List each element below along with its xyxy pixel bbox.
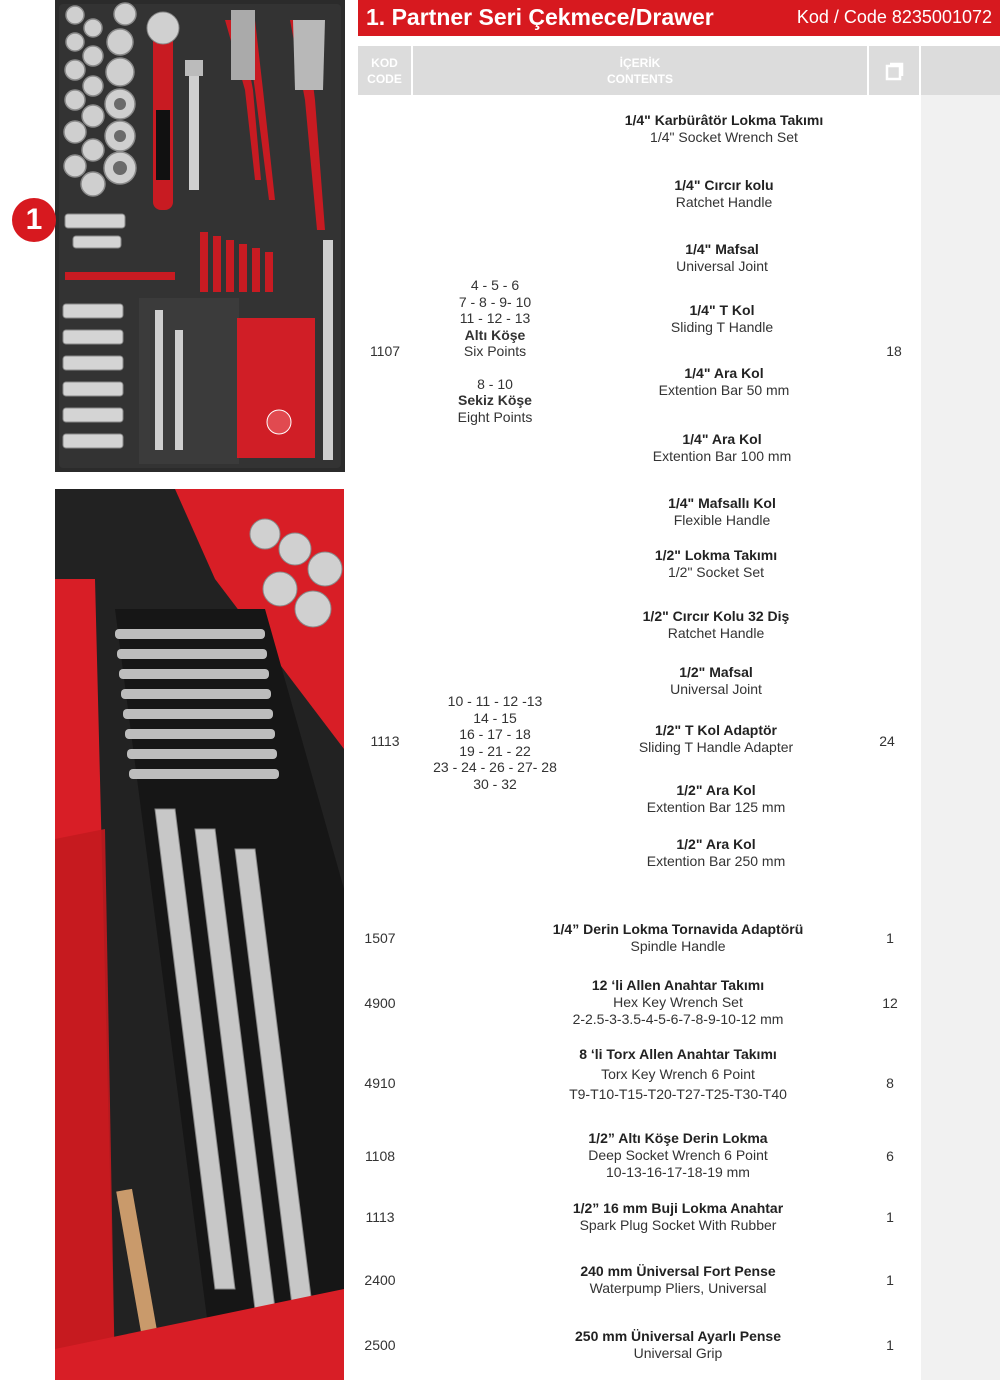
item-name-tr: 1/4" Mafsallı Kol <box>668 495 776 511</box>
size-line: 10 - 11 - 12 -13 <box>447 693 543 709</box>
item-name-en: Extention Bar 50 mm <box>658 382 790 398</box>
list-item <box>574 112 874 146</box>
list-item <box>574 365 874 399</box>
item-name-en: Waterpump Pliers, Universal <box>589 1280 767 1296</box>
item-name-tr: 250 mm Üniversal Ayarlı Pense <box>575 1328 781 1344</box>
page-title: 1. Partner Seri Çekmece/Drawer <box>366 4 714 30</box>
item-name-en: Extention Bar 100 mm <box>652 448 792 464</box>
row-sizes <box>395 277 595 425</box>
item-name-en: 1/4" Socket Wrench Set <box>650 129 798 145</box>
item-name-en: Extention Bar 250 mm <box>646 853 786 869</box>
row-quantity: 6 <box>886 1148 894 1164</box>
size-line: 14 - 15 <box>473 709 517 726</box>
section-number-badge: 1 <box>12 198 56 242</box>
item-name-en: 1/2" Socket Set <box>667 564 765 580</box>
size-line: 4 - 5 - 6 <box>470 277 520 293</box>
item-name-en: Extention Bar 125 mm <box>646 799 786 815</box>
item-name-tr: 1/4" T Kol <box>689 302 755 318</box>
item-name-en: Universal Joint <box>670 681 762 697</box>
list-item <box>572 431 872 465</box>
item-detail: 2-2.5-3-3.5-4-5-6-7-8-9-10-12 mm <box>572 1011 784 1027</box>
item-name-en: Universal Grip <box>633 1345 723 1361</box>
item-name-tr: 1/2” 16 mm Buji Lokma Anahtar <box>572 1200 784 1216</box>
item-name-en: Ratchet Handle <box>667 625 765 641</box>
list-item <box>528 1130 828 1181</box>
list-item <box>528 1044 828 1104</box>
item-name-tr: 1/2" Lokma Takımı <box>654 547 778 563</box>
right-column-band <box>921 95 1000 1380</box>
row-code: 1108 <box>364 1148 396 1164</box>
row-sizes <box>395 693 595 792</box>
list-item <box>566 608 866 642</box>
list-item <box>572 495 872 529</box>
list-item <box>528 1328 828 1362</box>
item-name-tr: 8 ‘li Torx Allen Anahtar Takımı <box>579 1046 777 1062</box>
column-header-contents <box>413 46 867 95</box>
item-name-tr: 240 mm Üniversal Fort Pense <box>580 1263 776 1279</box>
item-detail: 10-13-16-17-18-19 mm <box>606 1164 750 1180</box>
row-code: 4900 <box>364 995 396 1011</box>
item-name-tr: 1/2" T Kol Adaptör <box>654 722 777 738</box>
title-bar <box>358 0 1000 36</box>
column-header-code <box>358 46 411 95</box>
size-line: 16 - 17 - 18 <box>459 726 531 742</box>
list-item <box>528 1200 828 1234</box>
box-icon <box>884 61 904 81</box>
item-name-tr: 1/2" Mafsal <box>679 664 753 680</box>
column-header-contents-en: CONTENTS <box>607 71 673 86</box>
item-name-tr: 12 ‘li Allen Anahtar Takımı <box>591 977 765 993</box>
row-quantity: 1 <box>886 1272 894 1288</box>
row-quantity: 8 <box>886 1075 894 1091</box>
column-header-contents-tr: İÇERİK <box>619 55 661 70</box>
item-name-en: Sliding T Handle <box>670 319 774 335</box>
item-name-en: Torx Key Wrench 6 Point <box>601 1066 755 1082</box>
row-quantity: 1 <box>886 1209 894 1225</box>
item-name-tr: 1/4" Karbürâtör Lokma Takımı <box>624 112 824 128</box>
size-line: 11 - 12 - 13 <box>459 310 531 326</box>
item-name-en: Ratchet Handle <box>675 194 773 210</box>
item-name-en: Universal Joint <box>676 258 768 274</box>
item-name-en: Flexible Handle <box>673 512 771 528</box>
list-item <box>566 547 866 581</box>
row-code: 1113 <box>365 1209 395 1225</box>
drawer-illustration <box>55 489 344 1380</box>
row-quantity: 1 <box>886 930 894 946</box>
size-label-tr: Altı Köşe <box>464 326 526 343</box>
row-code: 2500 <box>364 1337 396 1353</box>
list-item <box>566 722 866 756</box>
item-name-en: Spindle Handle <box>630 938 726 954</box>
item-name-tr: 1/4” Derin Lokma Tornavida Adaptörü <box>552 921 804 937</box>
item-name-en: Sliding T Handle Adapter <box>638 739 794 755</box>
list-item <box>566 664 866 698</box>
size-line: 19 - 21 - 22 <box>459 742 531 759</box>
size-line: 7 - 8 - 9- 10 <box>458 293 532 310</box>
size-label-en: Eight Points <box>457 408 533 425</box>
row-quantity: 18 <box>886 343 902 359</box>
row-code: 1113 <box>370 733 400 749</box>
row-code: 1107 <box>369 343 401 359</box>
column-header-code-en: CODE <box>367 71 402 86</box>
row-code: 1507 <box>364 930 396 946</box>
item-name-en: Hex Key Wrench Set <box>613 994 743 1010</box>
size-label-en: Six Points <box>463 343 527 359</box>
item-name-tr: 1/2" Ara Kol <box>676 836 756 852</box>
size-line: 8 - 10 <box>477 375 513 392</box>
item-detail: T9-T10-T15-T20-T27-T25-T30-T40 <box>569 1086 787 1102</box>
column-header-code-tr: KOD <box>371 55 398 70</box>
list-item <box>528 1263 828 1297</box>
item-name-en: Spark Plug Socket With Rubber <box>579 1217 777 1233</box>
item-name-en: Deep Socket Wrench 6 Point <box>588 1147 768 1163</box>
list-item <box>574 177 874 211</box>
list-item <box>528 921 828 955</box>
list-item <box>572 302 872 336</box>
item-name-tr: 1/4" Mafsal <box>685 241 759 257</box>
column-header-extra <box>921 46 1000 95</box>
item-name-tr: 1/4" Ara Kol <box>682 431 762 447</box>
list-item <box>566 836 866 870</box>
row-quantity: 12 <box>882 995 898 1011</box>
list-item <box>528 977 828 1028</box>
item-name-tr: 1/4" Ara Kol <box>684 365 764 381</box>
column-header-quantity <box>869 46 919 95</box>
row-quantity: 1 <box>886 1337 894 1353</box>
tool-tray-photo <box>55 0 345 472</box>
size-line: 30 - 32 <box>473 775 517 792</box>
row-code: 4910 <box>364 1075 396 1091</box>
item-name-tr: 1/2” Altı Köşe Derin Lokma <box>588 1130 768 1146</box>
size-line: 23 - 24 - 26 - 27- 28 <box>433 759 557 775</box>
row-code: 2400 <box>364 1272 396 1288</box>
drawer-photo <box>55 489 344 1380</box>
item-name-tr: 1/4" Cırcır kolu <box>674 177 774 193</box>
row-quantity: 24 <box>879 733 895 749</box>
item-name-tr: 1/2" Cırcır Kolu 32 Diş <box>642 608 790 624</box>
item-name-tr: 1/2" Ara Kol <box>676 782 756 798</box>
list-item <box>572 241 872 275</box>
tool-tray-illustration <box>55 0 345 472</box>
product-code: Kod / Code 8235001072 <box>796 7 992 27</box>
size-label-tr: Sekiz Köşe <box>458 392 532 408</box>
list-item <box>566 782 866 816</box>
